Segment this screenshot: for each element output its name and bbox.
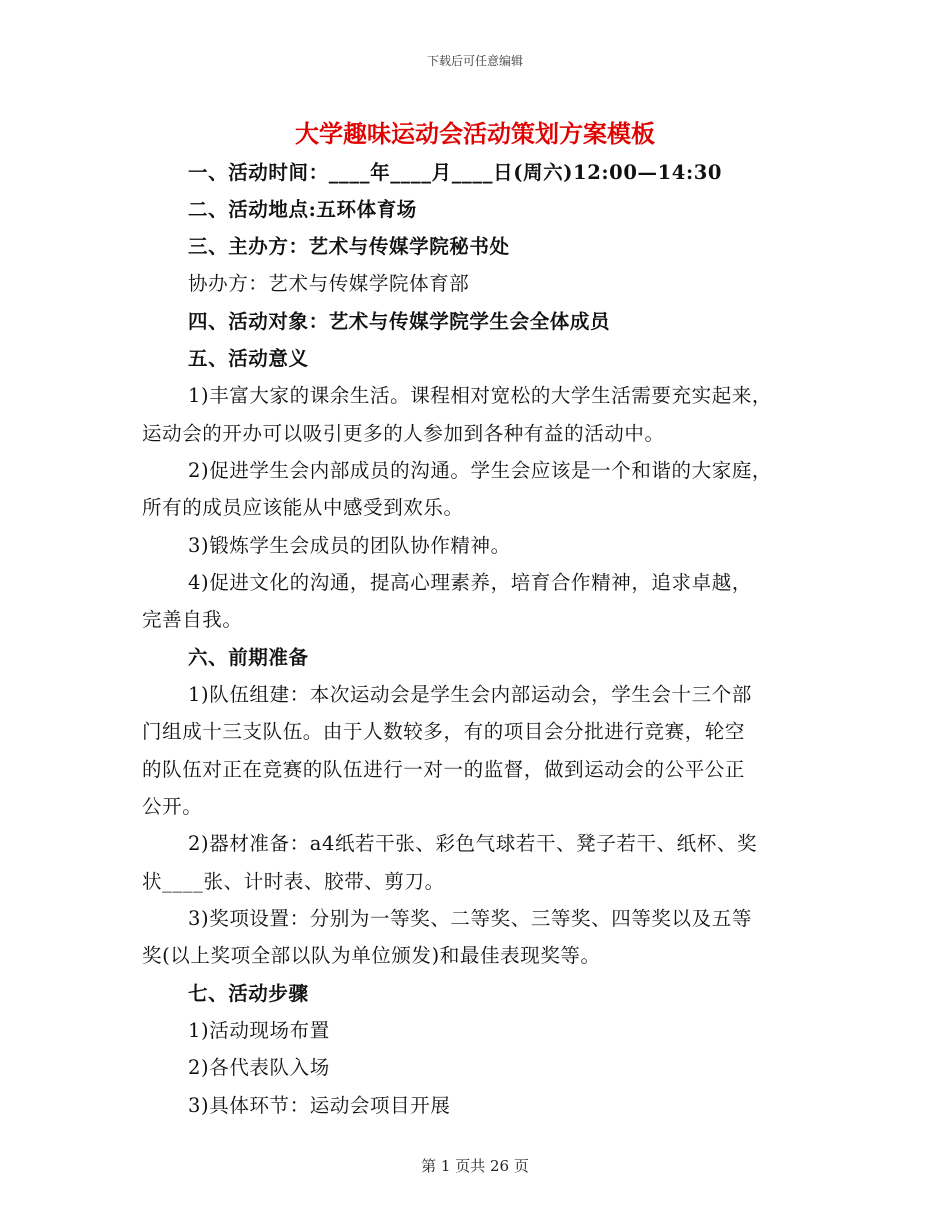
section-heading: 六、前期准备 (188, 646, 309, 669)
paragraph-line: 奖(以上奖项全部以队为单位颁发)和最佳表现奖等。 (142, 944, 601, 967)
paragraph-line: 3)具体环节：运动会项目开展 (188, 1094, 451, 1117)
activity-location-line: 二、活动地点:五环体育场 (188, 198, 417, 221)
paragraph-line: 2)促进学生会内部成员的沟通。学生会应该是一个和谐的大家庭， (188, 459, 773, 482)
organizer-line: 三、主办方：艺术与传媒学院秘书处 (188, 235, 510, 258)
page-footer: 第 1 页共 26 页 (421, 1157, 529, 1175)
paragraph-line: 2)器材准备：a4纸若干张、彩色气球若干、凳子若干、纸杯、奖 (188, 832, 758, 855)
paragraph-line: 门组成十三支队伍。由于人数较多，有的项目会分批进行竞赛，轮空 (142, 720, 746, 743)
paragraph-line: 的队伍对正在竞赛的队伍进行一对一的监督，做到运动会的公平公正 (142, 758, 746, 781)
paragraph-line: 所有的成员应该能从中感受到欢乐。 (142, 496, 464, 519)
page-header: 下载后可任意编辑 (426, 54, 523, 68)
audience-line: 四、活动对象：艺术与传媒学院学生会全体成员 (188, 310, 611, 333)
co-organizer-line: 协办方：艺术与传媒学院体育部 (188, 272, 470, 295)
paragraph-line: 3)奖项设置：分别为一等奖、二等奖、三等奖、四等奖以及五等 (188, 907, 752, 930)
section-heading: 七、活动步骤 (188, 982, 309, 1005)
paragraph-line: 1)队伍组建：本次运动会是学生会内部运动会，学生会十三个部 (188, 683, 752, 706)
paragraph-line: 运动会的开办可以吸引更多的人参加到各种有益的活动中。 (142, 422, 665, 445)
paragraph-line: 公开。 (142, 795, 203, 818)
activity-time-line: 一、活动时间：____年____月____日(周六)12:00—14:30 (188, 161, 723, 184)
paragraph-line: 完善自我。 (142, 608, 243, 631)
paragraph-line: 2)各代表队入场 (188, 1056, 330, 1079)
paragraph-line: 状____张、计时表、胶带、剪刀。 (142, 870, 445, 893)
paragraph-line: 1)活动现场布置 (188, 1019, 330, 1042)
paragraph-line: 1)丰富大家的课余生活。课程相对宽松的大学生活需要充实起来， (188, 384, 773, 407)
section-heading: 五、活动意义 (188, 347, 309, 370)
paragraph-line: 4)促进文化的沟通，提高心理素养，培育合作精神，追求卓越， (188, 571, 752, 594)
paragraph-line: 3)锻炼学生会成员的团队协作精神。 (188, 534, 511, 557)
document-title: 大学趣味运动会活动策划方案模板 (295, 119, 655, 148)
